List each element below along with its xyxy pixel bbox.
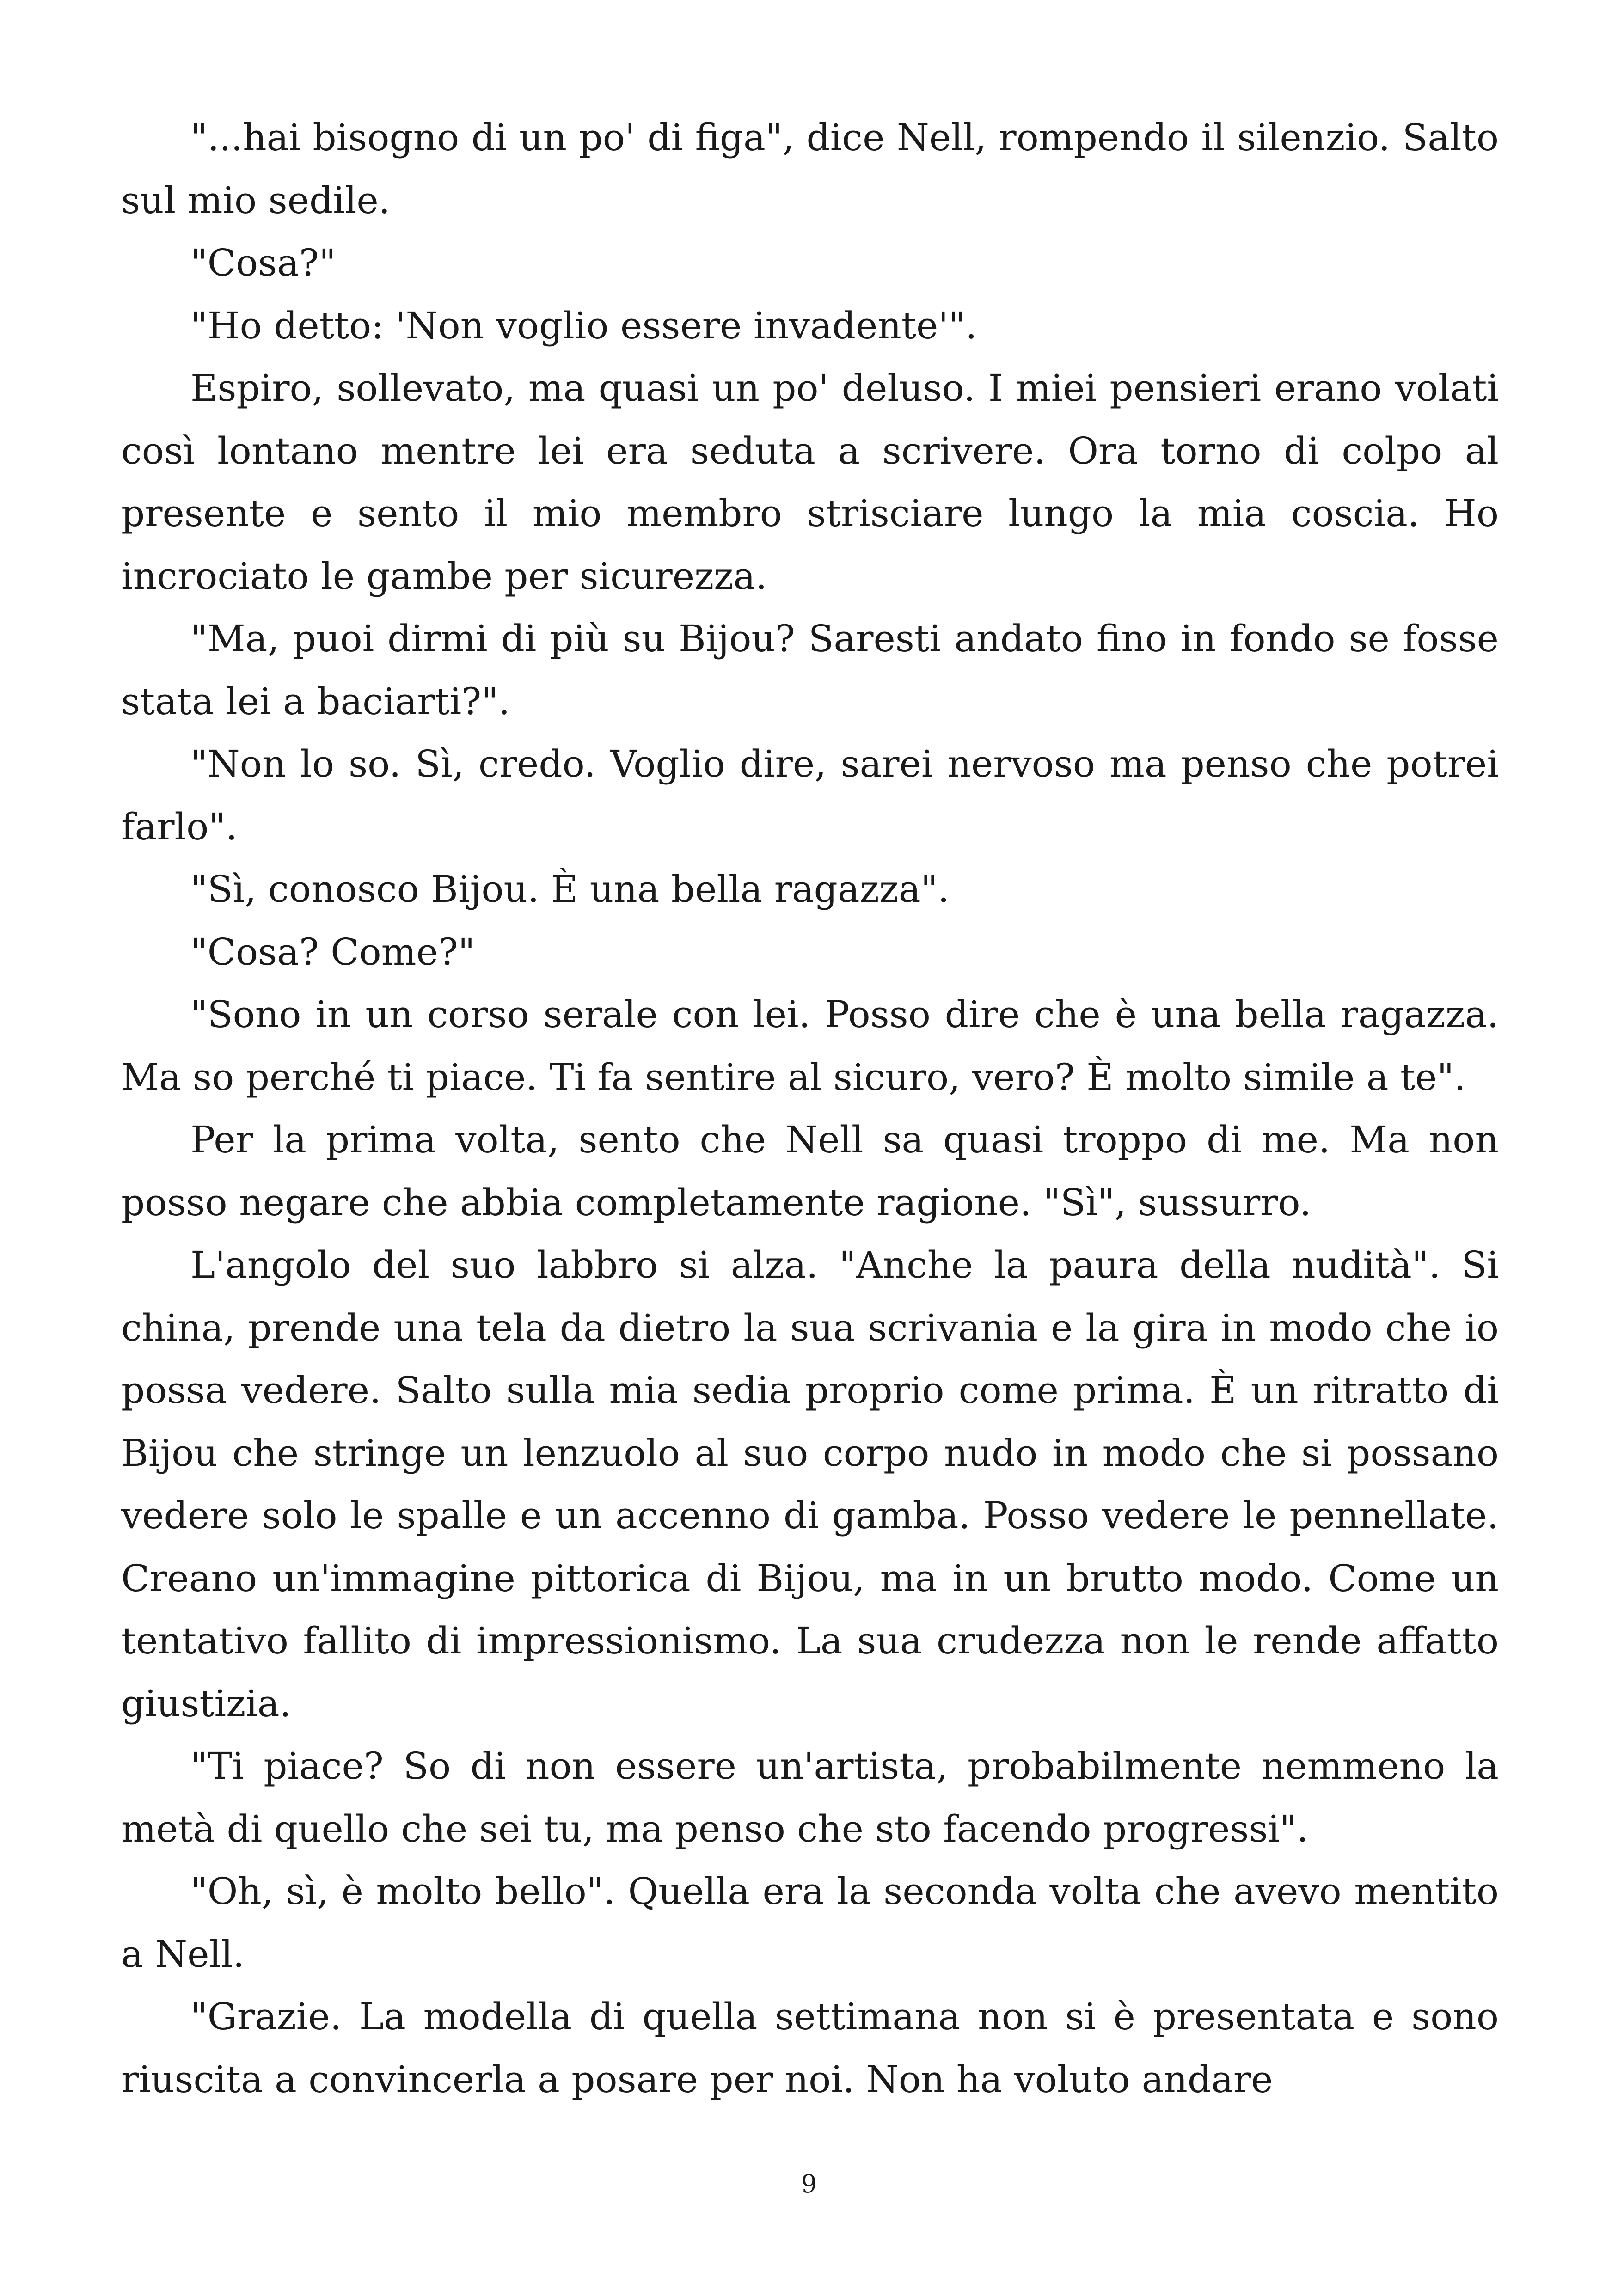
page-number: 9	[801, 2169, 817, 2198]
paragraph: "Ho detto: 'Non voglio essere invadente'".	[190, 304, 977, 347]
body-text	[121, 106, 1499, 2111]
paragraph: L'angolo del suo labbro si alza. "Anche la paura della nudità". Si china, prende una tela da dietro la sua scrivania e la gira in modo che io possa vedere. Salto sulla mia sedia proprio come prima. È un ritratto di Bijou che stringe un lenzuolo al suo corpo nudo in modo che si possano vedere solo le spalle e un accenno di gamba. Posso vedere le pennellate. Creano un'immagine pittorica di Bijou, ma in un brutto modo. Come un tentativo fallito di impressionismo. La sua crudezza non le rende affatto giustizia.	[121, 1243, 1499, 1725]
paragraph: Espiro, sollevato, ma quasi un po' deluso. I miei pensieri erano volati così lontano mentre lei era seduta a scrivere. Ora torno di colpo al presente e sento il mio membro strisciare lungo la mia coscia. Ho incrociato le gambe per sicurezza.	[121, 367, 1499, 598]
paragraph: "...hai bisogno di un po' di figa", dice Nell, rompendo il silenzio. Salto sul mio sedile.	[121, 116, 1499, 222]
paragraph: "Non lo so. Sì, credo. Voglio dire, sarei nervoso ma penso che potrei farlo".	[121, 742, 1499, 848]
paragraph: "Cosa? Come?"	[190, 930, 475, 974]
paragraph: "Cosa?"	[190, 241, 336, 284]
paragraph: "Sono in un corso serale con lei. Posso dire che è una bella ragazza. Ma so perché ti piace. Ti fa sentire al sicuro, vero? È molto simile a te".	[121, 993, 1499, 1099]
paragraph: "Ti piace? So di non essere un'artista, probabilmente nemmeno la metà di quello che sei tu, ma penso che sto facendo progressi".	[121, 1745, 1499, 1850]
paragraph: Per la prima volta, sento che Nell sa quasi troppo di me. Ma non posso negare che abbia completamente ragione. "Sì", sussurro.	[121, 1118, 1499, 1224]
paragraph: "Grazie. La modella di quella settimana non si è presentata e sono riuscita a convincerla a posare per noi. Non ha voluto andare	[121, 1995, 1499, 2101]
paragraph: "Oh, sì, è molto bello". Quella era la seconda volta che avevo mentito a Nell.	[121, 1870, 1499, 1976]
paragraph: "Ma, puoi dirmi di più su Bijou? Saresti andato fino in fondo se fosse stata lei a baciarti?".	[121, 617, 1499, 723]
paragraph: "Sì, conosco Bijou. È una bella ragazza".	[190, 868, 950, 911]
